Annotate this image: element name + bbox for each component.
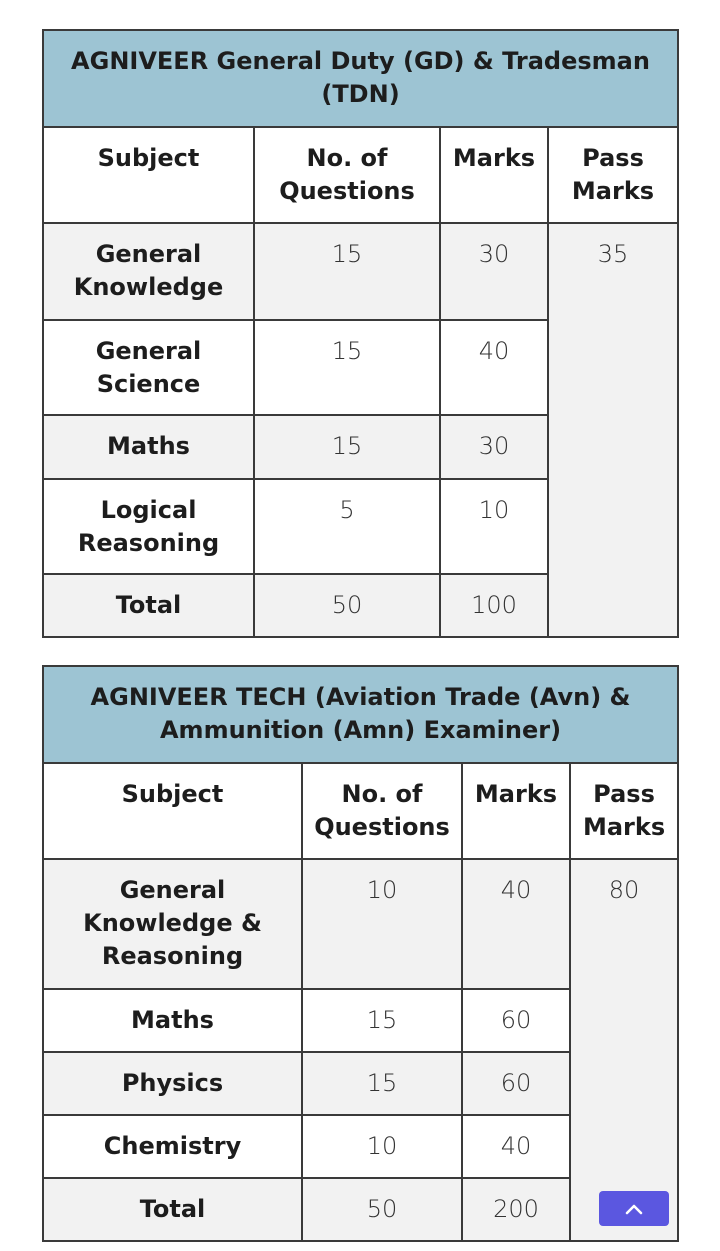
row-questions: 10 xyxy=(302,859,462,989)
row-questions: 10 xyxy=(302,1115,462,1178)
table-row xyxy=(43,859,678,989)
row-subject: Total xyxy=(43,1178,302,1241)
row-questions: 50 xyxy=(302,1178,462,1241)
row-subject: Logical Reasoning xyxy=(43,479,254,574)
header-questions: No. of Questions xyxy=(254,127,440,223)
header-pass-marks: Pass Marks xyxy=(570,763,678,859)
scroll-to-top-button[interactable] xyxy=(599,1191,669,1226)
table-row xyxy=(43,223,678,320)
pass-marks-value: 80 xyxy=(570,859,678,1241)
row-marks: 30 xyxy=(440,415,548,479)
row-questions: 15 xyxy=(254,223,440,320)
row-subject: Total xyxy=(43,574,254,637)
row-marks: 60 xyxy=(462,1052,570,1115)
chevron-up-icon xyxy=(624,1203,644,1215)
row-subject: General Knowledge xyxy=(43,223,254,320)
row-questions: 15 xyxy=(254,320,440,415)
row-questions: 5 xyxy=(254,479,440,574)
row-marks: 40 xyxy=(462,859,570,989)
row-marks: 40 xyxy=(462,1115,570,1178)
header-questions: No. of Questions xyxy=(302,763,462,859)
table-title: AGNIVEER General Duty (GD) & Tradesman (TDN) xyxy=(43,30,678,127)
row-marks: 10 xyxy=(440,479,548,574)
row-marks: 30 xyxy=(440,223,548,320)
row-questions: 15 xyxy=(302,989,462,1052)
pass-marks-value: 35 xyxy=(548,223,678,637)
row-subject: Maths xyxy=(43,415,254,479)
row-questions: 15 xyxy=(254,415,440,479)
header-pass-marks: Pass Marks xyxy=(548,127,678,223)
header-marks: Marks xyxy=(440,127,548,223)
row-questions: 50 xyxy=(254,574,440,637)
tech-table xyxy=(42,665,679,1242)
table-title: AGNIVEER TECH (Aviation Trade (Avn) & Ammunition (Amn) Examiner) xyxy=(43,666,678,763)
row-questions: 15 xyxy=(302,1052,462,1115)
header-subject: Subject xyxy=(43,127,254,223)
row-marks: 200 xyxy=(462,1178,570,1241)
row-marks: 40 xyxy=(440,320,548,415)
row-subject: Physics xyxy=(43,1052,302,1115)
row-marks: 60 xyxy=(462,989,570,1052)
row-marks: 100 xyxy=(440,574,548,637)
row-subject: General Science xyxy=(43,320,254,415)
header-marks: Marks xyxy=(462,763,570,859)
row-subject: General Knowledge & Reasoning xyxy=(43,859,302,989)
gd-tradesman-table xyxy=(42,29,679,638)
row-subject: Maths xyxy=(43,989,302,1052)
header-subject: Subject xyxy=(43,763,302,859)
row-subject: Chemistry xyxy=(43,1115,302,1178)
